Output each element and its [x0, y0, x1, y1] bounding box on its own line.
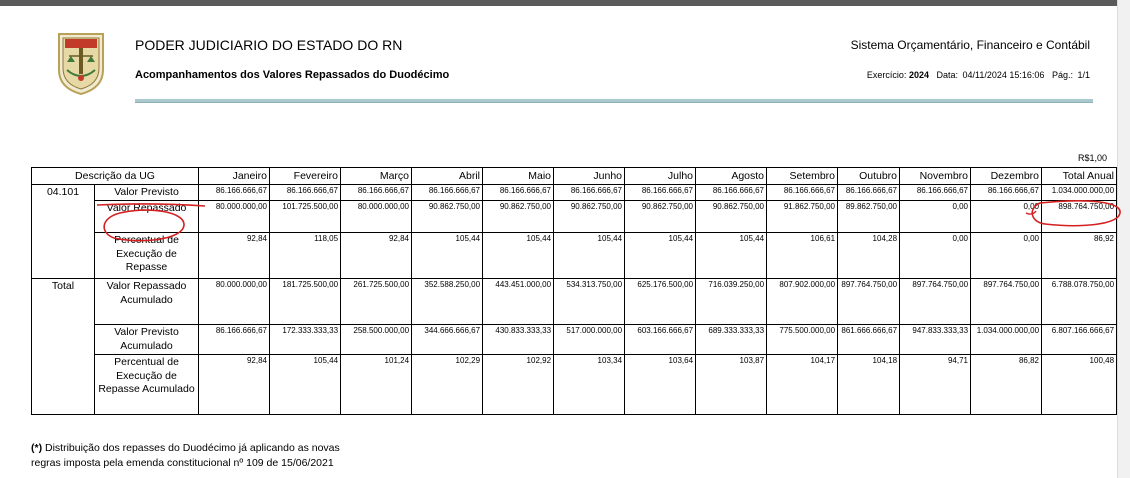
col-header-month: Novembro [900, 168, 971, 185]
col-header-month: Dezembro [971, 168, 1042, 185]
month-value-cell: 86.166.666,67 [270, 185, 341, 201]
month-value-cell: 91.862.750,00 [767, 201, 838, 233]
viewer-top-bar [0, 0, 1130, 6]
month-value-cell: 775.500.000,00 [767, 325, 838, 355]
month-value-cell: 105,44 [696, 233, 767, 279]
month-value-cell: 104,28 [838, 233, 900, 279]
table-row [32, 233, 1117, 279]
month-value-cell: 92,84 [199, 233, 270, 279]
month-value-cell: 86.166.666,67 [199, 325, 270, 355]
month-value-cell: 86.166.666,67 [412, 185, 483, 201]
month-value-cell: 517.000.000,00 [554, 325, 625, 355]
month-value-cell: 603.166.666,67 [625, 325, 696, 355]
col-header-month: Setembro [767, 168, 838, 185]
system-name: Sistema Orçamentário, Financeiro e Contábil [850, 38, 1090, 52]
month-value-cell: 89.862.750,00 [838, 201, 900, 233]
col-header-month: Outubro [838, 168, 900, 185]
month-value-cell: 716.039.250,00 [696, 279, 767, 325]
month-value-cell: 104,17 [767, 355, 838, 415]
month-value-cell: 86.166.666,67 [971, 185, 1042, 201]
month-value-cell: 807.902.000,00 [767, 279, 838, 325]
date-value: 04/11/2024 15:16:06 [962, 70, 1045, 80]
month-value-cell: 86.166.666,67 [767, 185, 838, 201]
org-title: PODER JUDICIARIO DO ESTADO DO RN [135, 37, 403, 53]
currency-unit: R$1,00 [1077, 153, 1107, 163]
row-label-cell: Percentual de Execução de Repasse Acumulado [95, 355, 199, 415]
table-row [32, 201, 1117, 233]
row-label-cell: Valor Repassado [95, 201, 199, 233]
header-divider [135, 99, 1093, 103]
month-value-cell: 534.313.750,00 [554, 279, 625, 325]
footnote-line-2: regras imposta pela emenda constitucional nº 109 de 15/06/2021 [31, 457, 334, 469]
month-value-cell: 105,44 [270, 355, 341, 415]
table-row [32, 279, 1117, 325]
exercise-label: Exercício: [866, 70, 907, 80]
col-header-descricao: Descrição da UG [32, 168, 199, 185]
month-value-cell: 101.725.500,00 [270, 201, 341, 233]
month-value-cell: 0,00 [971, 233, 1042, 279]
court-seal-logo [55, 30, 107, 96]
month-value-cell: 118,05 [270, 233, 341, 279]
month-value-cell: 258.500.000,00 [341, 325, 412, 355]
month-value-cell: 90.862.750,00 [412, 201, 483, 233]
month-value-cell: 689.333.333,33 [696, 325, 767, 355]
month-value-cell: 103,64 [625, 355, 696, 415]
page-label: Pág.: [1051, 70, 1073, 80]
month-value-cell: 86.166.666,67 [900, 185, 971, 201]
month-value-cell: 86.166.666,67 [554, 185, 625, 201]
total-anual-cell: 100,48 [1042, 355, 1117, 415]
month-value-cell: 0,00 [971, 201, 1042, 233]
month-value-cell: 90.862.750,00 [696, 201, 767, 233]
month-value-cell: 86.166.666,67 [696, 185, 767, 201]
col-header-month: Abril [412, 168, 483, 185]
total-anual-cell: 6.807.166.666,67 [1042, 325, 1117, 355]
month-value-cell: 1.034.000.000,00 [971, 325, 1042, 355]
month-value-cell: 172.333.333,33 [270, 325, 341, 355]
month-value-cell: 102,92 [483, 355, 554, 415]
month-value-cell: 105,44 [554, 233, 625, 279]
month-value-cell: 106,61 [767, 233, 838, 279]
header-row [32, 168, 1117, 185]
month-value-cell: 105,44 [483, 233, 554, 279]
month-value-cell: 90.862.750,00 [625, 201, 696, 233]
month-value-cell: 92,84 [341, 233, 412, 279]
month-value-cell: 181.725.500,00 [270, 279, 341, 325]
col-header-month: Março [341, 168, 412, 185]
month-value-cell: 344.666.666,67 [412, 325, 483, 355]
month-value-cell: 352.588.250,00 [412, 279, 483, 325]
month-value-cell: 80.000.000,00 [199, 201, 270, 233]
col-header-month: Fevereiro [270, 168, 341, 185]
row-label-cell: Valor Repassado Acumulado [95, 279, 199, 325]
col-header-month: Janeiro [199, 168, 270, 185]
month-value-cell: 80.000.000,00 [341, 201, 412, 233]
ug-code-cell: Total [32, 279, 95, 415]
row-label-cell: Valor Previsto [95, 185, 199, 201]
month-value-cell: 947.833.333,33 [900, 325, 971, 355]
viewer-scrollbar[interactable] [1117, 0, 1130, 478]
total-anual-cell: 1.034.000.000,00 [1042, 185, 1117, 201]
month-value-cell: 90.862.750,00 [554, 201, 625, 233]
month-value-cell: 104,18 [838, 355, 900, 415]
page-value: 1/1 [1077, 70, 1090, 80]
footnote-text-1: Distribuição dos repasses do Duodécimo já aplicando as novas [42, 442, 340, 454]
month-value-cell: 86.166.666,67 [625, 185, 696, 201]
col-header-month: Agosto [696, 168, 767, 185]
month-value-cell: 105,44 [412, 233, 483, 279]
month-value-cell: 261.725.500,00 [341, 279, 412, 325]
month-value-cell: 90.862.750,00 [483, 201, 554, 233]
footnote-line-1 [31, 441, 340, 456]
month-value-cell: 897.764.750,00 [900, 279, 971, 325]
footnote-marker: (*) [31, 442, 43, 454]
row-label-cell: Percentual de Execução de Repasse [95, 233, 199, 279]
col-header-month: Maio [483, 168, 554, 185]
ug-code-cell: 04.101 [32, 185, 95, 279]
col-header-month: Junho [554, 168, 625, 185]
month-value-cell: 86.166.666,67 [199, 185, 270, 201]
report-meta [862, 70, 1090, 80]
total-anual-cell: 86,92 [1042, 233, 1117, 279]
footnote [31, 441, 340, 471]
exercise-year: 2024 [908, 70, 929, 80]
month-value-cell: 94,71 [900, 355, 971, 415]
month-value-cell: 103,34 [554, 355, 625, 415]
total-anual-cell: 6.788.078.750,00 [1042, 279, 1117, 325]
report-title: Acompanhamentos dos Valores Repassados do Duodécimo [135, 69, 450, 81]
month-value-cell: 103,87 [696, 355, 767, 415]
month-value-cell: 0,00 [900, 233, 971, 279]
duodecimo-table [31, 167, 1117, 415]
month-value-cell: 625.176.500,00 [625, 279, 696, 325]
month-value-cell: 86,82 [971, 355, 1042, 415]
month-value-cell: 86.166.666,67 [341, 185, 412, 201]
month-value-cell: 430.833.333,33 [483, 325, 554, 355]
date-label: Data: [936, 70, 958, 80]
month-value-cell: 861.666.666,67 [838, 325, 900, 355]
table-row [32, 325, 1117, 355]
table-row [32, 355, 1117, 415]
month-value-cell: 86.166.666,67 [838, 185, 900, 201]
month-value-cell: 0,00 [900, 201, 971, 233]
month-value-cell: 443.451.000,00 [483, 279, 554, 325]
col-header-total-anual: Total Anual [1042, 168, 1117, 185]
month-value-cell: 897.764.750,00 [971, 279, 1042, 325]
month-value-cell: 92,84 [199, 355, 270, 415]
month-value-cell: 80.000.000,00 [199, 279, 270, 325]
col-header-month: Julho [625, 168, 696, 185]
row-label-cell: Valor Previsto Acumulado [95, 325, 199, 355]
month-value-cell: 102,29 [412, 355, 483, 415]
month-value-cell: 105,44 [625, 233, 696, 279]
table-row [32, 185, 1117, 201]
month-value-cell: 101,24 [341, 355, 412, 415]
total-anual-cell: 898.764.750,00 [1042, 201, 1117, 233]
month-value-cell: 86.166.666,67 [483, 185, 554, 201]
month-value-cell: 897.764.750,00 [838, 279, 900, 325]
